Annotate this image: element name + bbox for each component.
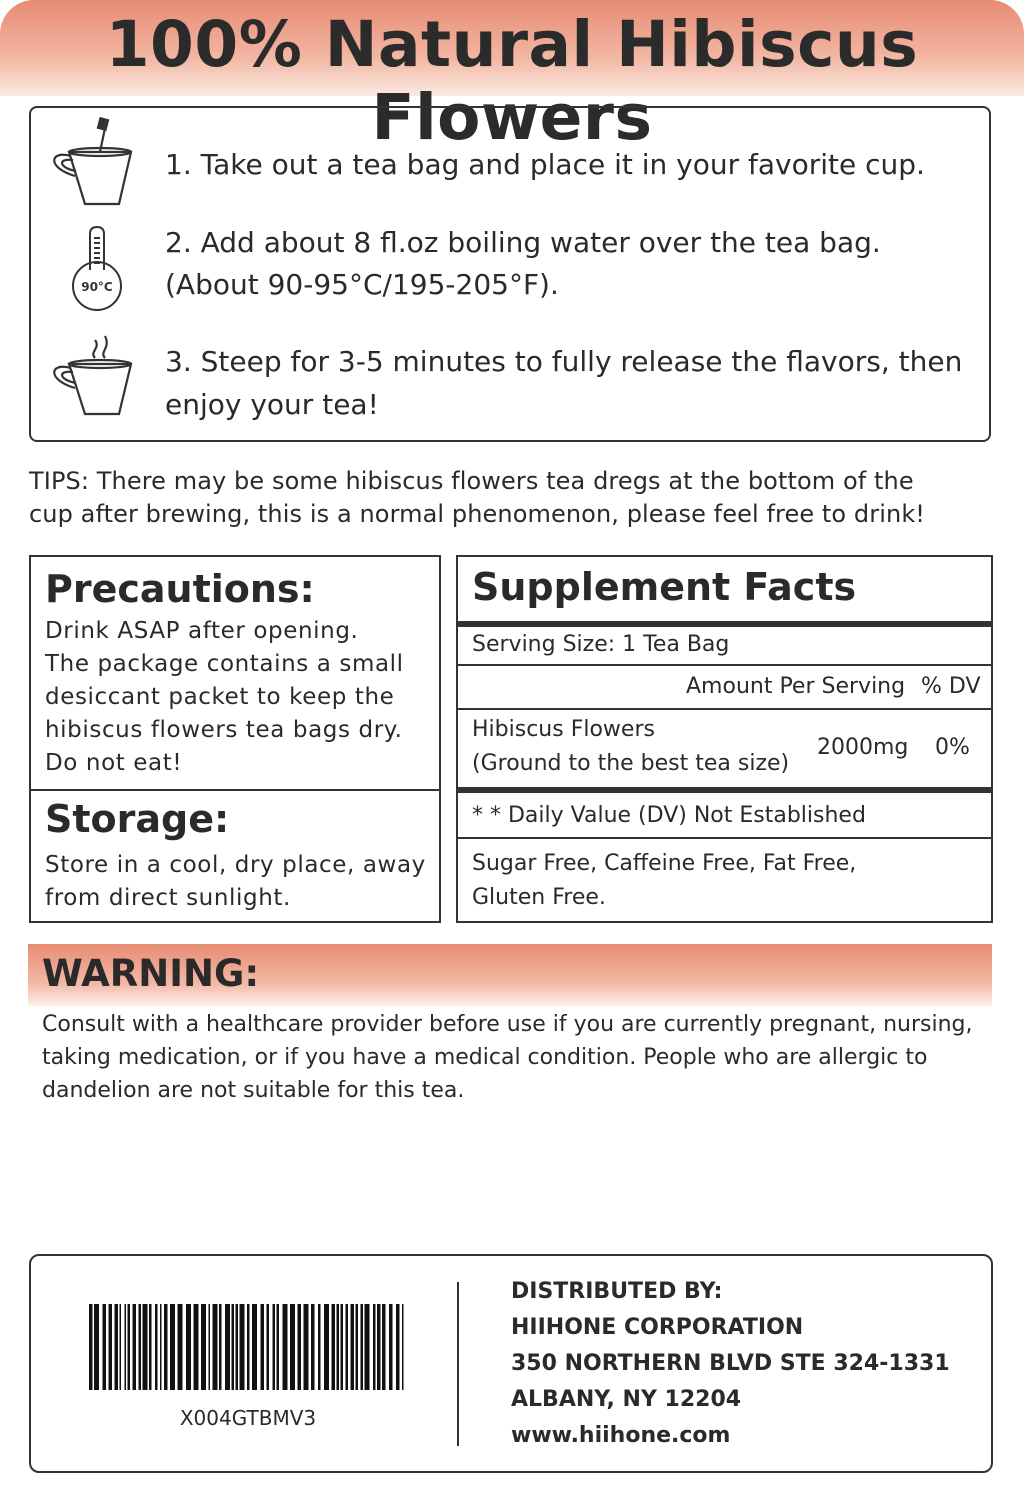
barcode-bar <box>382 1304 386 1390</box>
barcode-bar <box>143 1304 148 1390</box>
tips-line: TIPS: There may be some hibiscus flowers tea dregs at the bottom of the <box>29 467 914 495</box>
thick-rule <box>458 787 991 793</box>
barcode-bar <box>273 1304 276 1390</box>
supplement-facts-panel <box>456 555 993 923</box>
barcode-bar <box>324 1304 329 1390</box>
claims-line: Gluten Free. <box>472 885 606 910</box>
barcode-bar <box>225 1304 230 1390</box>
precautions-line: desiccant packet to keep the <box>45 684 395 710</box>
barcode-bar <box>120 1304 122 1390</box>
claims-line: Sugar Free, Caffeine Free, Fat Free, <box>472 851 857 876</box>
steaming-cup-icon <box>45 334 135 418</box>
warning-title: WARNING: <box>42 952 260 995</box>
precautions-storage-box <box>29 555 441 923</box>
warning-text <box>42 1008 992 1107</box>
precautions-line: Drink ASAP after opening. <box>45 618 359 644</box>
serving-size: Serving Size: 1 Tea Bag <box>472 632 730 657</box>
dv-header: % DV <box>921 674 981 699</box>
barcode-bar <box>252 1304 257 1390</box>
tips-text <box>29 465 1004 531</box>
barcode-bar <box>89 1304 93 1390</box>
barcode-bar <box>396 1304 400 1390</box>
precautions-title: Precautions: <box>45 567 315 611</box>
brewing-instructions-box <box>29 106 991 442</box>
step-3-line-2: enjoy your tea! <box>165 388 379 421</box>
barcode-bar <box>298 1304 302 1390</box>
barcode-bar <box>311 1304 315 1390</box>
barcode-bar <box>128 1304 131 1390</box>
barcode-bar <box>94 1304 99 1390</box>
barcode-bar <box>365 1304 370 1390</box>
barcode-bar <box>346 1304 349 1390</box>
barcode-bar <box>377 1304 381 1390</box>
barcode-bar <box>356 1304 359 1390</box>
step-3-line-1: 3. Steep for 3-5 minutes to fully release the flavors, then <box>165 345 963 378</box>
thermometer-label: 90°C <box>81 280 113 294</box>
thick-rule <box>458 621 991 627</box>
warning-line: dandelion are not suitable for this tea. <box>42 1078 465 1103</box>
barcode-bar <box>402 1304 404 1390</box>
ingredient-description: (Ground to the best tea size) <box>472 751 790 776</box>
distributor-box <box>29 1254 993 1473</box>
storage-line: from direct sunlight. <box>45 885 291 911</box>
title-banner <box>0 0 1024 154</box>
barcode-bar <box>125 1304 127 1390</box>
barcode-bar <box>290 1304 295 1390</box>
tea-cup-with-bag-icon <box>45 116 135 208</box>
barcode-bar <box>267 1304 270 1390</box>
product-title: 100% Natural Hibiscus Flowers <box>105 8 919 154</box>
precautions-line: hibiscus flowers tea bags dry. <box>45 717 403 743</box>
storage-body <box>45 849 426 915</box>
warning-line: Consult with a healthcare provider before use if you are currently pregnant, nursing, <box>42 1012 973 1037</box>
barcode-bar <box>247 1304 250 1390</box>
rule <box>458 837 991 839</box>
barcode-bar <box>149 1304 152 1390</box>
ingredient-name: Hibiscus Flowers <box>472 717 655 742</box>
barcode-bar <box>109 1304 113 1390</box>
barcode-bar <box>213 1304 218 1390</box>
barcode-bar <box>103 1304 107 1390</box>
barcode-bar <box>160 1304 162 1390</box>
barcode-bar <box>341 1304 344 1390</box>
barcode-bar <box>155 1304 158 1390</box>
barcode-bar <box>186 1304 191 1390</box>
barcode-bar <box>337 1304 340 1390</box>
barcode-bar <box>133 1304 137 1390</box>
barcode-bar <box>283 1304 288 1390</box>
step-1-line-1: 1. Take out a tea bag and place it in your favorite cup. <box>165 148 925 181</box>
section-divider <box>31 789 439 791</box>
barcode-bar <box>318 1304 321 1390</box>
barcode-bar <box>194 1304 199 1390</box>
ingredient-dv: 0% <box>935 735 970 760</box>
thermometer-icon <box>71 224 127 314</box>
ingredient-amount: 2000mg <box>817 735 909 760</box>
barcode-number: X004GTBMV3 <box>179 1406 317 1430</box>
barcode-bar <box>219 1304 222 1390</box>
barcode-bar <box>261 1304 265 1390</box>
rule <box>458 708 991 710</box>
distributed-by-label: DISTRIBUTED BY: <box>511 1279 723 1304</box>
precautions-body <box>45 615 404 780</box>
storage-title: Storage: <box>45 797 230 841</box>
warning-line: taking medication, or if you have a medical condition. People who are allergic to <box>42 1045 928 1070</box>
barcode-bar <box>240 1304 245 1390</box>
barcode-bar <box>304 1304 309 1390</box>
precautions-line: The package contains a small <box>45 651 404 677</box>
website-link[interactable]: www.hiihone.com <box>511 1423 731 1448</box>
barcode-bar <box>139 1304 142 1390</box>
barcode-bar <box>236 1304 239 1390</box>
barcode-bar <box>277 1304 280 1390</box>
barcode-bar <box>164 1304 168 1390</box>
supplement-facts-title: Supplement Facts <box>472 565 857 609</box>
barcode-bar <box>389 1304 393 1390</box>
address-line-1: 350 NORTHERN BLVD STE 324-1331 <box>511 1351 950 1376</box>
barcode-bar <box>201 1304 206 1390</box>
barcode <box>89 1304 407 1390</box>
amount-per-serving-header: Amount Per Serving <box>686 674 906 699</box>
footer-divider <box>457 1282 459 1446</box>
barcode-bar <box>351 1304 355 1390</box>
barcode-bar <box>232 1304 235 1390</box>
barcode-bar <box>209 1304 211 1390</box>
company-name: HIIHONE CORPORATION <box>511 1315 804 1340</box>
barcode-bar <box>115 1304 119 1390</box>
barcode-bar <box>332 1304 336 1390</box>
storage-line: Store in a cool, dry place, away <box>45 852 426 878</box>
tips-line: cup after brewing, this is a normal phenomenon, please feel free to drink! <box>29 500 926 528</box>
barcode-bar <box>170 1304 175 1390</box>
address-line-2: ALBANY, NY 12204 <box>511 1387 742 1412</box>
step-2-line-1: 2. Add about 8 fl.oz boiling water over the tea bag. <box>165 226 881 259</box>
barcode-bar <box>178 1304 183 1390</box>
dv-note: * * Daily Value (DV) Not Established <box>472 803 866 828</box>
rule <box>458 664 991 666</box>
precautions-line: Do not eat! <box>45 750 183 776</box>
barcode-bar <box>373 1304 376 1390</box>
warning-banner <box>28 944 992 1006</box>
step-2-line-2: (About 90-95°C/195-205°F). <box>165 268 559 301</box>
barcode-bar <box>361 1304 364 1390</box>
